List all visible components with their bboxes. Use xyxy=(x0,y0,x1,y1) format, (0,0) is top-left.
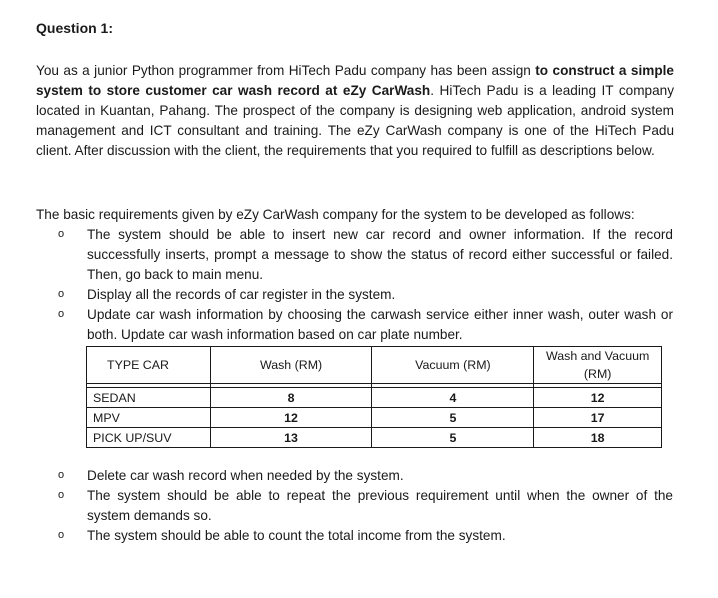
header-type-car: TYPE CAR xyxy=(87,347,211,384)
bullet-icon: o xyxy=(58,529,65,541)
cell-both: 18 xyxy=(534,428,662,448)
header-vacuum: Vacuum (RM) xyxy=(372,347,534,384)
intro-paragraph xyxy=(36,61,674,161)
cell-both: 12 xyxy=(534,388,662,408)
bullet-icon: o xyxy=(58,489,65,501)
cell-wash: 8 xyxy=(210,388,372,408)
requirement-item: The system should be able to count the total income from the system. xyxy=(87,528,506,543)
table-row xyxy=(87,428,662,448)
bullet-icon: o xyxy=(58,469,65,481)
table-row xyxy=(87,388,662,408)
requirement-item: Delete car wash record when needed by the system. xyxy=(87,468,404,483)
table-row xyxy=(87,408,662,428)
price-table xyxy=(86,346,662,448)
requirements-intro: The basic requirements given by eZy CarWash company for the system to be developed as follows: xyxy=(36,207,635,222)
cell-wash: 12 xyxy=(210,408,372,428)
cell-vacuum: 5 xyxy=(372,408,534,428)
question-heading: Question 1: xyxy=(36,20,114,36)
requirement-item: The system should be able to repeat the previous requirement until when the owner of the system demands so. xyxy=(87,488,673,523)
cell-both: 17 xyxy=(534,408,662,428)
requirement-item: Update car wash information by choosing the carwash service either inner wash, outer wash or both. Update car wash information based on car plate number. xyxy=(87,307,673,342)
requirement-item: Display all the records of car register in the system. xyxy=(87,287,396,302)
header-wash: Wash (RM) xyxy=(210,347,372,384)
intro-text-2: . HiTech Padu is a leading IT company located in Kuantan, Pahang. The prospect of the company is designing web application, android system management and ICT consultant and training. The eZy CarWash company is one of the HiTech Padu client. After discussion with the client, the requirements that you required to fulfill as descriptions below. xyxy=(36,83,674,158)
intro-bold-text: to construct a simple system to store customer car wash record at eZy CarWash xyxy=(36,63,674,98)
table-header-row xyxy=(87,347,662,384)
cell-type: SEDAN xyxy=(87,388,211,408)
cell-vacuum: 4 xyxy=(372,388,534,408)
bullet-icon: o xyxy=(58,228,65,240)
cell-type: PICK UP/SUV xyxy=(87,428,211,448)
requirement-item: The system should be able to insert new car record and owner information. If the record successfully inserts, prompt a message to show the status of record either successful or failed. Then, go back to main menu. xyxy=(87,227,673,282)
cell-type: MPV xyxy=(87,408,211,428)
intro-text-1: You as a junior Python programmer from HiTech Padu company has been assign xyxy=(36,63,536,78)
cell-wash: 13 xyxy=(210,428,372,448)
bullet-icon: o xyxy=(58,288,65,300)
header-wash-vacuum: Wash and Vacuum (RM) xyxy=(534,347,662,384)
bullet-icon: o xyxy=(58,308,65,320)
cell-vacuum: 5 xyxy=(372,428,534,448)
